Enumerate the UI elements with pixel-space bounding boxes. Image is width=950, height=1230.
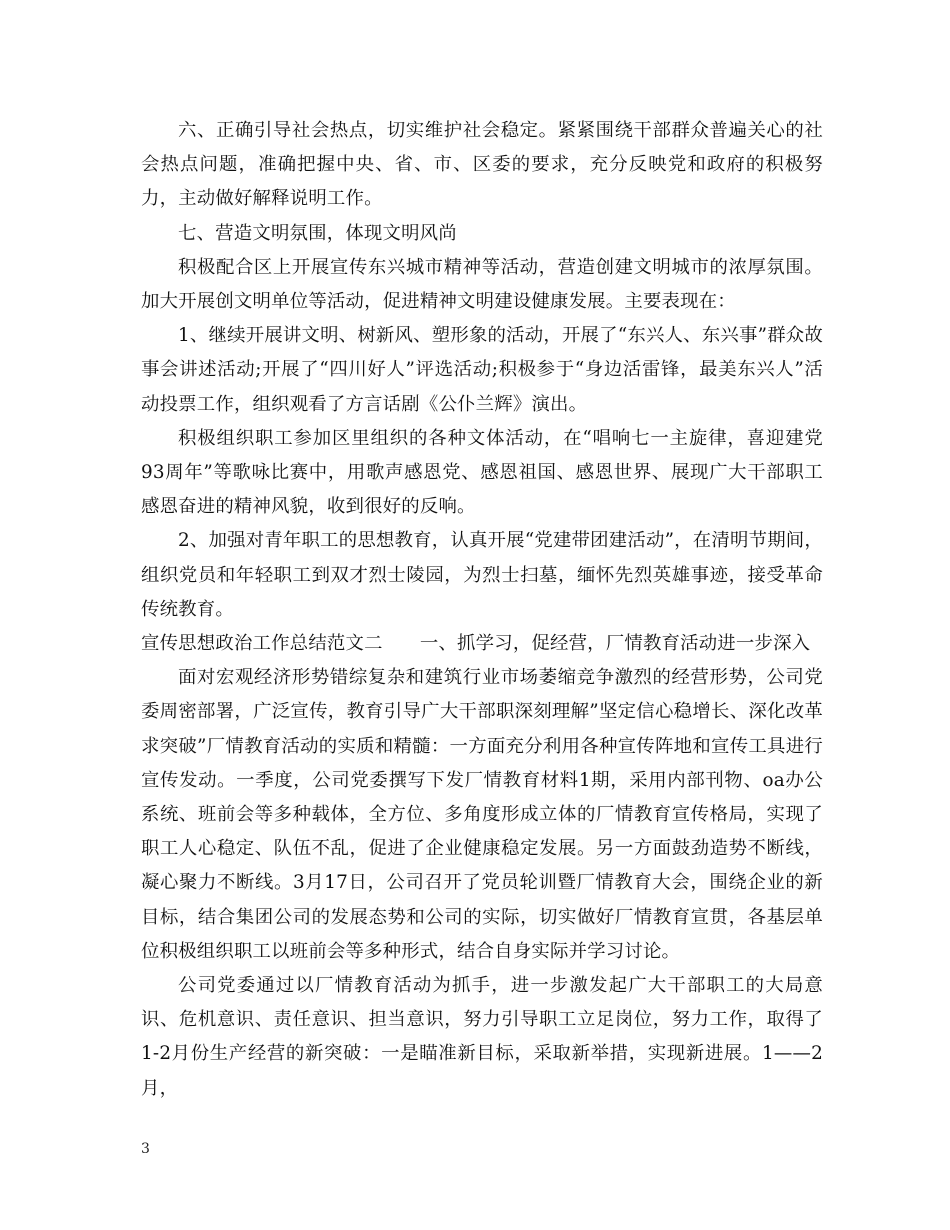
paragraph-cultural-activities: 积极组织职工参加区里组织的各种文体活动，在“唱响七一主旋律，喜迎建党93周年”等歌咏比赛中，用歌声感恩党、感恩祖国、感恩世界、展现广大干部职工感恩奋进的精神风貌，收到很好的反响。: [141, 427, 823, 518]
paragraph-party-committee: 公司党委通过以厂情教育活动为抓手，进一步激发起广大干部职工的大局意识、危机意识、责任意识、担当意识，努力引导职工立足岗位，努力工作，取得了1-2月份生产经营的新突破：一是瞄准新目标，采取新举措，实现新进展。1——2月，: [141, 975, 823, 1099]
heading-section-seven: 七、营造文明氛围，体现文明风尚: [178, 222, 457, 244]
page-number: 3: [141, 1141, 150, 1157]
document-body: [141, 114, 823, 1106]
heading-sample-two: 宣传思想政治工作总结范文二 一、抓学习，促经营，厂情教育活动进一步深入: [141, 633, 811, 655]
paragraph-economic-situation: 面对宏观经济形势错综复杂和建筑行业市场萎缩竞争激烈的经营形势，公司党委周密部署，广泛宣传，教育引导广大干部职深刻理解”坚定信心稳增长、深化改革求突破”厂情教育活动的实质和精髓：一方面充分利用各种宣传阵地和宣传工具进行宣传发动。一季度，公司党委撰写下发厂情教育材料1期，采用内部刊物、oa办公系统、班前会等多种载体，全方位、多角度形成立体的厂情教育宣传格局，实现了职工人心稳定、队伍不乱，促进了企业健康稳定发展。另一方面鼓劲造势不断线，凝心聚力不断线。3月17日，公司召开了党员轮训暨厂情教育大会，围绕企业的新目标，结合集团公司的发展态势和公司的实际，切实做好厂情教育宣贯，各基层单位积极组织职工以班前会等多种形式，结合自身实际并学习讨论。: [141, 667, 823, 962]
paragraph-item-two: 2、加强对青年职工的思想教育，认真开展“党建带团建活动”，在清明节期间，组织党员和年轻职工到双才烈士陵园，为烈士扫墓，缅怀先烈英雄事迹，接受革命传统教育。: [141, 530, 823, 620]
paragraph-section-six: 六、正确引导社会热点，切实维护社会稳定。紧紧围绕干部群众普遍关心的社会热点问题，准确把握中央、省、市、区委的要求，充分反映党和政府的积极努力，主动做好解释说明工作。: [141, 120, 823, 210]
paragraph-item-one: 1、继续开展讲文明、树新风、塑形象的活动，开展了“东兴人、东兴事”群众故事会讲述活动;开展了“四川好人”评选活动;积极参于“身边活雷锋，最美东兴人”活动投票工作，组织观看了方言话剧《公仆兰辉》演出。: [141, 325, 823, 415]
paragraph-civilization-intro: 积极配合区上开展宣传东兴城市精神等活动，营造创建文明城市的浓厚氛围。加大开展创文明单位等活动，促进精神文明建设健康发展。主要表现在：: [141, 256, 823, 313]
